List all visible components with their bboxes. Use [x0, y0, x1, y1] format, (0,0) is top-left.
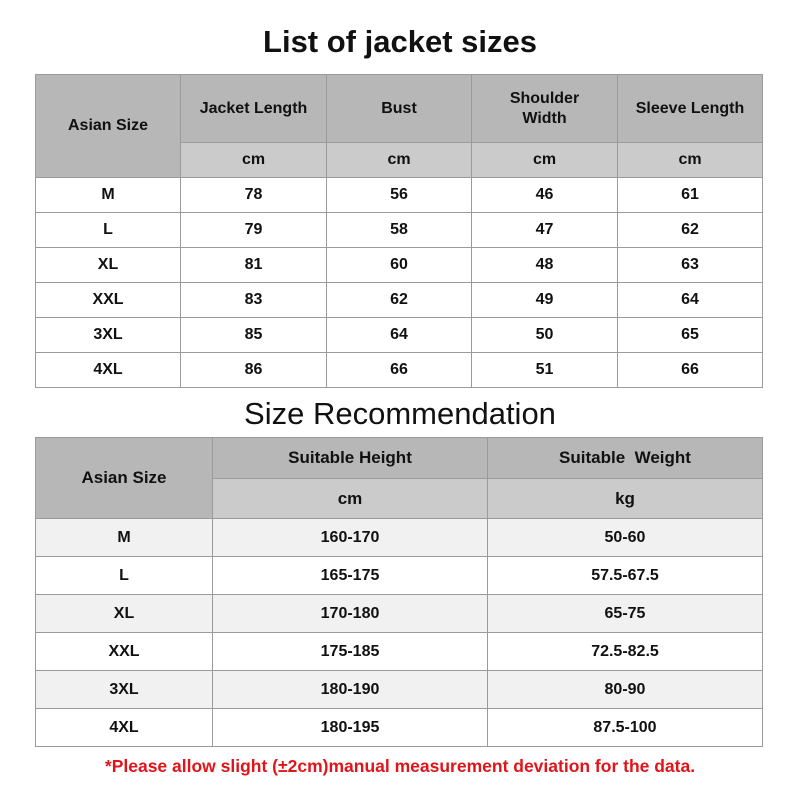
height-cell: 160-170: [213, 519, 488, 557]
unit-label: cm: [472, 143, 618, 178]
table-row: [36, 283, 763, 318]
value-cell: 58: [327, 213, 472, 248]
value-cell: 86: [181, 353, 327, 388]
table-row: [36, 353, 763, 388]
size-cell: 3XL: [36, 318, 181, 353]
size-column-header: Asian Size: [36, 75, 181, 178]
value-cell: 50: [472, 318, 618, 353]
column-header: Suitable Weight: [488, 438, 763, 479]
weight-cell: 80-90: [488, 671, 763, 709]
size-column-header: Asian Size: [36, 438, 213, 519]
height-cell: 175-185: [213, 633, 488, 671]
size-cell: L: [36, 213, 181, 248]
size-recommendation-title: Size Recommendation: [244, 396, 556, 431]
height-cell: 165-175: [213, 557, 488, 595]
table-row: [36, 557, 763, 595]
table-row: [36, 671, 763, 709]
value-cell: 49: [472, 283, 618, 318]
weight-cell: 72.5-82.5: [488, 633, 763, 671]
value-cell: 79: [181, 213, 327, 248]
value-cell: 83: [181, 283, 327, 318]
size-cell: XL: [36, 595, 213, 633]
value-cell: 63: [618, 248, 763, 283]
value-cell: 48: [472, 248, 618, 283]
jacket-size-table: [35, 74, 763, 388]
value-cell: 62: [327, 283, 472, 318]
jacket-sizes-title: List of jacket sizes: [263, 24, 537, 59]
size-cell: M: [36, 519, 213, 557]
value-cell: 62: [618, 213, 763, 248]
value-cell: 60: [327, 248, 472, 283]
measurement-note: *Please allow slight (±2cm)manual measurement deviation for the data.: [104, 756, 696, 776]
size-cell: 4XL: [36, 709, 213, 747]
height-cell: 180-190: [213, 671, 488, 709]
unit-label: kg: [488, 479, 763, 519]
size-cell: M: [36, 178, 181, 213]
size-cell: L: [36, 557, 213, 595]
column-header: Suitable Height: [213, 438, 488, 479]
value-cell: 51: [472, 353, 618, 388]
value-cell: 78: [181, 178, 327, 213]
table-row: [36, 318, 763, 353]
size-cell: XL: [36, 248, 181, 283]
value-cell: 81: [181, 248, 327, 283]
size-recommendation-table: [35, 437, 763, 747]
size-cell: 3XL: [36, 671, 213, 709]
size-cell: XXL: [36, 633, 213, 671]
weight-cell: 87.5-100: [488, 709, 763, 747]
value-cell: 47: [472, 213, 618, 248]
unit-label: cm: [618, 143, 763, 178]
weight-cell: 50-60: [488, 519, 763, 557]
table-row: [36, 248, 763, 283]
weight-cell: 57.5-67.5: [488, 557, 763, 595]
column-header: Sleeve Length: [618, 75, 763, 143]
table-row: [36, 595, 763, 633]
weight-cell: 65-75: [488, 595, 763, 633]
unit-label: cm: [181, 143, 327, 178]
value-cell: 56: [327, 178, 472, 213]
column-header: Shoulder Width: [472, 75, 618, 143]
value-cell: 64: [618, 283, 763, 318]
height-cell: 170-180: [213, 595, 488, 633]
value-cell: 66: [618, 353, 763, 388]
size-cell: XXL: [36, 283, 181, 318]
table-row: [36, 213, 763, 248]
value-cell: 46: [472, 178, 618, 213]
table-row: [36, 178, 763, 213]
table-row: [36, 709, 763, 747]
table-row: [36, 633, 763, 671]
height-cell: 180-195: [213, 709, 488, 747]
size-cell: 4XL: [36, 353, 181, 388]
value-cell: 66: [327, 353, 472, 388]
value-cell: 64: [327, 318, 472, 353]
table-row: [36, 519, 763, 557]
value-cell: 85: [181, 318, 327, 353]
column-header: Jacket Length: [181, 75, 327, 143]
unit-label: cm: [213, 479, 488, 519]
value-cell: 65: [618, 318, 763, 353]
column-header: Bust: [327, 75, 472, 143]
value-cell: 61: [618, 178, 763, 213]
unit-label: cm: [327, 143, 472, 178]
